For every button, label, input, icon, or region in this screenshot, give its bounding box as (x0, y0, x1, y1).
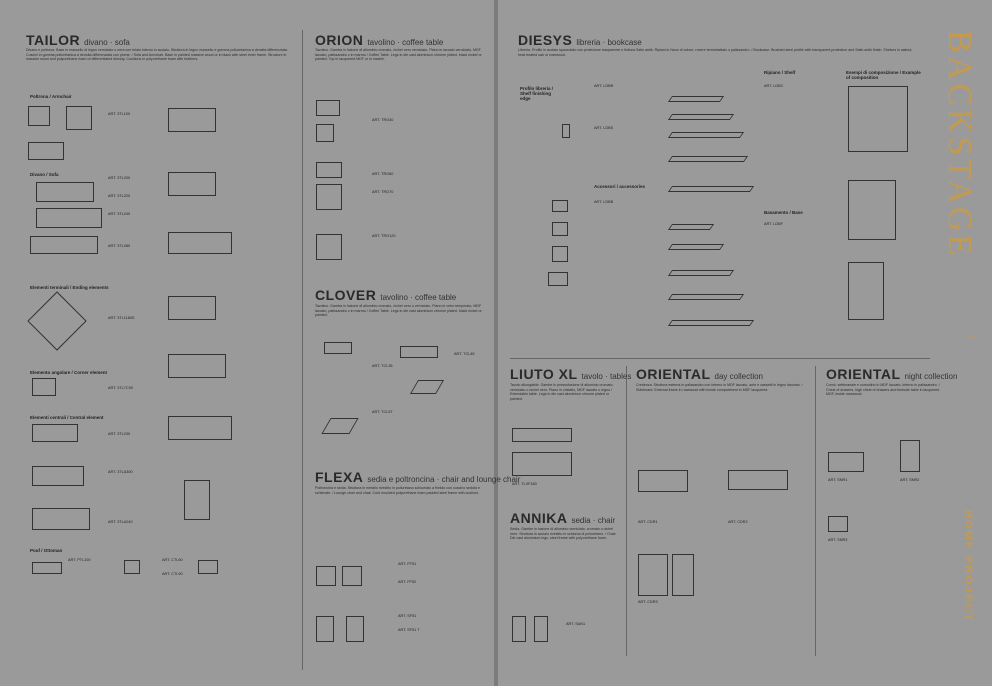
shelf-drawing (668, 132, 744, 138)
ending-element-drawing-6 (168, 416, 232, 440)
shelf-drawing (668, 294, 744, 300)
article-code: ART. 3TL100 (108, 112, 131, 116)
section-divider (510, 358, 930, 359)
right-page (498, 0, 992, 686)
orion-top-drawing (316, 124, 334, 142)
chair-drawing (316, 616, 334, 642)
bedside-table-drawing (828, 516, 848, 532)
article-code: ART. 3TL220 (108, 194, 131, 198)
shelf-drawing (668, 320, 754, 326)
article-code: ART. TCL45 (454, 352, 475, 356)
article-code: ART. TRO40 (372, 118, 394, 122)
diesys-description: Libreria. Profilo in acciaio spazzolato con protezione trasparente e finitura Satin antik. Ripiani in Noce di colore, rovere termotrattato o palissandro. / Bookcase. Brushed steel profile with transparent protection and Satin antik finish. Shelves in walnut, heat treated oak or rosewood. (518, 48, 913, 57)
article-code: ART. LDBR (594, 84, 614, 88)
armchair-front-drawing (28, 106, 50, 126)
drawer-accessory-drawing (548, 272, 568, 286)
table-side-drawing (512, 428, 572, 442)
sofa-front-drawing (36, 182, 94, 202)
annika-chair-drawing (512, 616, 526, 642)
orion-title: ORION tavolino · coffee table (315, 32, 444, 48)
diesys-section-base: Basamento / Base (764, 210, 803, 215)
ending-element-drawing-3 (168, 232, 232, 254)
ottoman-drawing (32, 562, 62, 574)
clover-side-drawing (324, 342, 352, 354)
oriental-day-description: Credenza. Struttura esterna in palissandro con interno in MDF laccato, ante e cassetti in legno lavorato. / Sideboard. External frame in rosewood with inside compartment in MDF lacquered. (636, 383, 803, 392)
composition-example-3 (848, 262, 884, 320)
central-element-large-drawing (32, 466, 84, 486)
article-code: ART. CDR2 (728, 520, 748, 524)
tailor-title: TAILOR divano · sofa (26, 32, 130, 48)
oriental-night-title: ORIENTAL night collection (826, 366, 958, 382)
diesys-section-composition: Esempi di composizione / Example of composition (846, 70, 921, 80)
diesys-section-profile: Profilo libreria / Shelf finishing edge (520, 86, 554, 101)
flexa-title: FLEXA sedia e poltroncina · chair and lounge chair (315, 469, 521, 485)
tailor-section-corner: Elemento angolare / Corner element (30, 370, 108, 375)
lounge-chair-drawing-2 (342, 566, 362, 586)
liuto-title: LIUTO XL tavolo · tables (510, 366, 632, 382)
sofa-medium-drawing (36, 208, 102, 228)
clover-description: Tavolino. Gamba in fusione di alluminio cromato, nichel nero o verniciato. Piano in vetro temperato, MDF laccato, palissandro o in marmo / Coffee Table. Legs in die cast aluminium chrome plated, black nickel or painted. (315, 304, 482, 318)
article-code: ART. SF51 (398, 614, 417, 618)
article-code: ART. 3TLA240 (108, 520, 133, 524)
article-code: ART. LDBB (594, 200, 614, 204)
article-code: ART. TRO60 (372, 172, 394, 176)
armchair-side-drawing (28, 142, 64, 160)
shelf-drawing (668, 224, 714, 230)
orion-top-drawing-3 (316, 234, 342, 260)
shelf-drawing (668, 96, 724, 102)
central-element-xl-drawing (32, 508, 90, 530)
article-code: ART. CTL90 (162, 572, 183, 576)
article-code: ART. 3TL1180S (108, 316, 135, 320)
shelf-drawing (668, 156, 748, 162)
cabinet-drawing (638, 554, 668, 596)
tailor-section-ottoman: Pouf / Ottoman (30, 548, 63, 553)
armchair-top-drawing (66, 106, 92, 130)
diesys-section-accessories: Accessori / accessories (594, 184, 646, 189)
article-code: ART. 3TL7C90 (108, 386, 133, 390)
clover-title: CLOVER tavolino · coffee table (315, 287, 457, 303)
annika-chair-drawing-2 (534, 616, 548, 642)
article-code: ART. 3TL280 (108, 244, 131, 248)
article-code: ART. LDBF (764, 222, 783, 226)
article-code: ART. LDBC (764, 84, 784, 88)
table-top-drawing (512, 452, 572, 476)
liuto-description: Tavolo allungabile. Gambe in pressofusione di alluminio cromato, verniciato o nichel nero. Piano in cristallo, MDF laccato o legno / Extendable table. Legs in die cast aluminium chrome plated or painted. (510, 383, 614, 401)
article-code: ART. TCL57 (372, 410, 393, 414)
ending-element-drawing-1 (168, 108, 216, 132)
shelf-drawing (668, 114, 734, 120)
orion-side-drawing (316, 100, 340, 116)
orion-top-drawing-2 (316, 184, 342, 210)
article-code: ART. TLXF180 (512, 482, 537, 486)
chair-drawing-2 (346, 616, 364, 642)
tailor-section-central: Elementi centrali / Central element (30, 415, 104, 420)
ending-element-drawing-5 (168, 354, 226, 378)
cushion-large-drawing (198, 560, 218, 574)
orion-side-drawing-2 (316, 162, 342, 178)
tailor-section-ending: Elementi terminali / Ending elements (30, 285, 109, 290)
shelf-drawing (668, 186, 754, 192)
article-code: ART. 3TLA300 (108, 470, 133, 474)
article-code: ART. PTL100 (68, 558, 91, 562)
page-spine (494, 0, 498, 686)
article-code: ART. SF51 T (398, 628, 420, 632)
oriental-night-description: Comò, settimanale e comodino in MDF laccato, interno in palissandro. / Chest of drawers, high chest of drawers and bedside table in lacquered MDF, inside rosewood. (826, 383, 940, 397)
sideboard-drawing (638, 470, 688, 492)
article-code: ART. TCL35 (372, 364, 393, 368)
high-chest-drawing (900, 440, 920, 472)
tailor-section-armchair: Poltrona / Armchair (30, 94, 72, 99)
page-number: 0123 (966, 336, 978, 342)
shelf-drawing (668, 270, 734, 276)
chest-of-drawers-drawing (828, 452, 864, 472)
box-accessory-drawing-3 (552, 246, 568, 262)
shelf-drawing (668, 244, 724, 250)
left-page (0, 0, 494, 686)
clover-side-drawing-2 (400, 346, 438, 358)
article-code: ART. TRO120 (372, 234, 396, 238)
article-code: ART. LDBS (594, 126, 614, 130)
article-code: ART. FF52 (398, 580, 417, 584)
article-code: ART. SNR3 (828, 538, 848, 542)
article-code: ART. CTL60 (162, 558, 183, 562)
ending-element-drawing-2 (168, 172, 216, 196)
brand-logo: BACKSTAGE (941, 30, 978, 259)
diesys-section-shelf: Ripiano / Shelf (764, 70, 796, 75)
column-divider (302, 30, 303, 670)
lounge-chair-drawing (316, 566, 336, 586)
annika-title: ANNIKA sedia · chair (510, 510, 616, 526)
cabinet-drawing-2 (672, 554, 694, 596)
article-code: ART. 3TL230 (108, 432, 131, 436)
box-accessory-drawing (552, 200, 568, 212)
column-divider (626, 366, 627, 656)
column-divider (815, 366, 816, 656)
article-code: ART. SAN1 (566, 622, 586, 626)
box-accessory-drawing-2 (552, 222, 568, 236)
orion-description: Tavolino. Gamba in fusione di alluminio cromato, nichel nero verniciato. Piano in laccato verniciato, MDF laccato, palissandro o in marmo / Coffee Table. Legs in die cast aluminium chrome plated, black nickel or painted. Top in lacquered MDF or in marble. (315, 48, 482, 62)
sideboard-drawing-2 (728, 470, 788, 490)
tailor-description: Divano e poltrona. Base in massello di legno verniciato o nera con telaio interno in acciaio. Struttura in legno massello e gomma poliuretanica a densità differenziata. Cuscini in gomma poliuretanica a densità differenziata con piume. / Sofa and Armchair. Base in painted massive wood or in black with steel inner frame. Structure in massive wood and polyurethane foam of differentiated density. Cushions in polyurethane foam with feathers. (26, 48, 288, 62)
article-code: ART. 3TL240 (108, 212, 131, 216)
oriental-day-title: ORIENTAL day collection (636, 366, 763, 382)
corner-element-drawing (32, 378, 56, 396)
ending-element-drawing-4 (168, 296, 216, 320)
article-code: ART. FF51 (398, 562, 417, 566)
tailor-section-sofa: Divano / Sofa (30, 172, 59, 177)
cushion-drawing (124, 560, 140, 574)
article-code: ART. CDR3 (638, 600, 658, 604)
composition-example-2 (848, 180, 896, 240)
composition-example-1 (848, 86, 908, 152)
article-code: ART. TRO70 (372, 190, 394, 194)
side-element-drawing (562, 124, 570, 138)
article-code: ART. CDR1 (638, 520, 658, 524)
chaise-longue-drawing (184, 480, 210, 520)
diesys-title: DIESYS libreria · bookcase (518, 32, 642, 48)
article-code: ART. SNR1 (828, 478, 848, 482)
sofa-large-drawing (30, 236, 98, 254)
brand-subtitle: HOME PROJECT (962, 510, 974, 623)
annika-description: Sedia. Gambe in fusione di alluminio verniciato, cromato o nichel nero. Struttura in acciaio rivestito in schiuma di poliuretano. / Chair. Die cast aluminium legs, steel frame with polyurethane foam. (510, 527, 617, 541)
article-code: ART. SNR2 (900, 478, 920, 482)
central-element-drawing (32, 424, 78, 442)
article-code: ART. 3TL200 (108, 176, 131, 180)
flexa-description: Poltroncina e sedia. Struttura in metallo rivestito in poliuretano schiumato a freddo con cuscino seduta e schienale. / Lounge chair and chair. Cold moulded polyurethane foam padded steel frame with cushion. (315, 486, 481, 495)
